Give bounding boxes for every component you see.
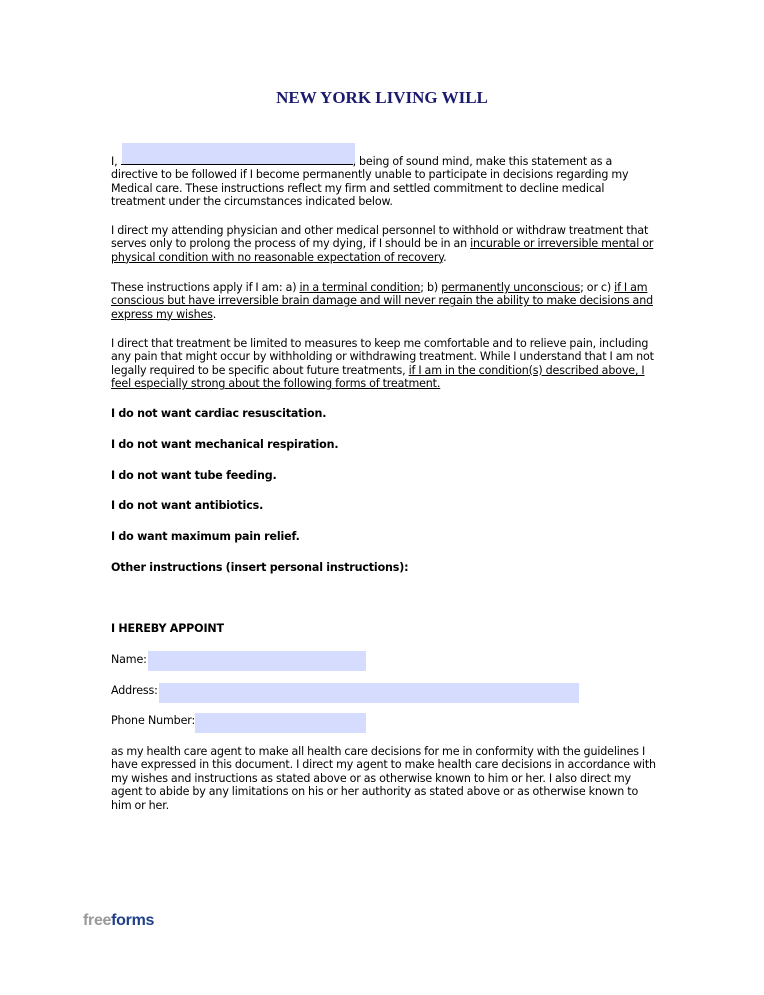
statement-tube-feeding: I do not want tube feeding.	[111, 469, 277, 482]
paragraph-end: .	[212, 307, 217, 321]
agent-name-field[interactable]	[148, 651, 366, 671]
agent-name-label: Name:	[111, 653, 147, 666]
statement-pain-relief: I do want maximum pain relief.	[111, 530, 300, 543]
withhold-treatment-paragraph	[111, 224, 656, 264]
name-blank-line	[121, 154, 353, 165]
appoint-heading: I HEREBY APPOINT	[111, 622, 224, 635]
underlined-preference: if I am in the condition(s) described above, I feel especially strong about the following forms of treatment.	[111, 363, 645, 391]
paragraph-text: I direct my attending physician and other medical personnel to withhold or withdraw treatment that serves only to prolong the process of my dying, if I should be in an	[111, 224, 649, 251]
paragraph-text: These instructions apply if I am: a)	[111, 281, 300, 294]
intro-paragraph	[111, 154, 656, 209]
agent-address-field[interactable]	[159, 683, 579, 703]
intro-suffix: , being of sound mind, make this statement as a	[352, 155, 613, 168]
condition-terminal: in a terminal condition	[299, 281, 421, 294]
paragraph-end: .	[443, 250, 447, 264]
treatment-limits-paragraph	[111, 337, 656, 391]
paragraph-text: ; or c)	[580, 281, 615, 294]
agent-phone-field[interactable]	[195, 713, 366, 733]
logo-free: free	[83, 912, 112, 929]
agent-authority-paragraph: as my health care agent to make all health care decisions for me in conformity with the guidelines I have expressed in this document. I direct my agent to make health care decisions in accordance with my wishes and instructions as stated above or as otherwise known to him or her. I also direct my agent to abide by any limitations on his or her authority as stated above or as otherwise known to him or her.	[111, 745, 656, 812]
logo-forms: forms	[111, 912, 155, 929]
agent-phone-label: Phone Number:	[111, 714, 196, 727]
statement-respiration: I do not want mechanical respiration.	[111, 438, 339, 451]
paragraph-text: I direct that treatment be limited to measures to keep me comfortable and to relieve pain, including any pain that might occur by withholding or withdrawing treatment. While I understand that I am not legally required to be specific about future treatments,	[111, 337, 654, 377]
statement-antibiotics: I do not want antibiotics.	[111, 499, 264, 512]
intro-prefix: I,	[111, 155, 121, 168]
underlined-condition: incurable or irreversible mental or physical condition with no reasonable expectation of recovery	[111, 237, 654, 264]
conditions-paragraph	[111, 281, 656, 321]
other-instructions-label: Other instructions (insert personal instructions):	[111, 561, 409, 574]
statement-cardiac: I do not want cardiac resuscitation.	[111, 407, 327, 420]
condition-brain-damage: if I am conscious but have irreversible brain damage and will never regain the ability to make decisions and express my wishes	[111, 281, 653, 321]
freeforms-logo	[83, 912, 154, 930]
agent-address-label: Address:	[111, 684, 158, 697]
paragraph-text: ; b)	[420, 281, 442, 294]
document-title: NEW YORK LIVING WILL	[276, 88, 488, 107]
intro-rest: directive to be followed if I become permanently unable to participate in decisions regarding my Medical care. These instructions reflect my firm and settled commitment to decline medical treatment under the circumstances indicated below.	[111, 168, 629, 209]
condition-unconscious: permanently unconscious	[441, 281, 581, 294]
